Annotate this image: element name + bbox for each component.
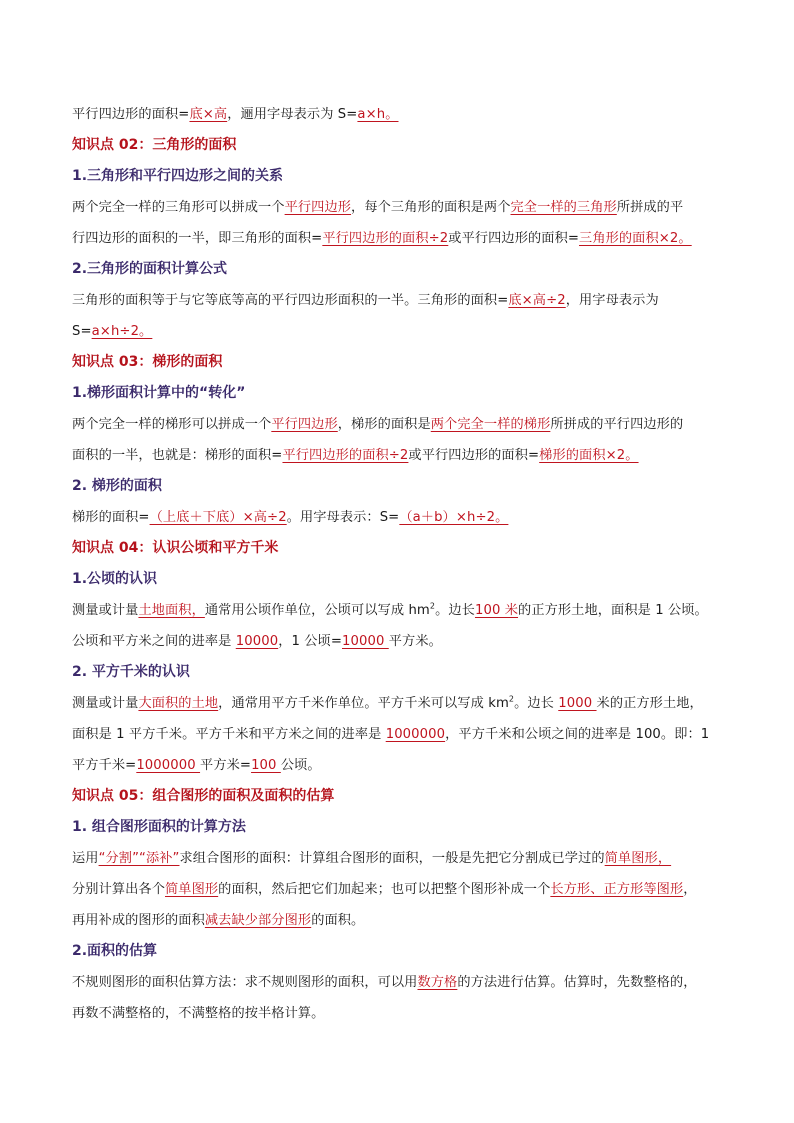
text-line: 运用“分割”“添补”求组合图形的面积：计算组合图形的面积，一般是先把它分割成已学过的简单图形， [72, 851, 672, 866]
blank-answer: 1000000 [385, 727, 446, 742]
blank-answer: 底×高÷2 [508, 293, 566, 308]
blank-answer: 长方形、正方形等图形 [550, 882, 684, 897]
blank-answer: 1000 [558, 696, 597, 711]
section-subheading: 2.面积的估算 [72, 943, 158, 959]
blank-answer: （上底＋下底）×高÷2 [149, 510, 287, 525]
blank-answer: 平行四边形 [271, 417, 338, 432]
superscript: 2 [508, 694, 515, 704]
text-line: 三角形的面积等于与它等底等高的平行四边形面积的一半。三角形的面积=底×高÷2，用字母表示为 [72, 293, 659, 308]
text-line: 面积的一半，也就是：梯形的面积=平行四边形的面积÷2或平行四边形的面积=梯形的面积×2。 [72, 448, 639, 463]
blank-answer: 10000 [235, 634, 279, 649]
blank-answer: 简单图形 [165, 882, 219, 897]
blank-answer: 平行四边形 [284, 200, 352, 215]
blank-answer: 平行四边形的面积÷2 [322, 231, 449, 246]
text-line: 两个完全一样的梯形可以拼成一个平行四边形，梯形的面积是两个完全一样的梯形所拼成的平行四边形的 [72, 417, 684, 432]
text-line: 行四边形的面积的一半，即三角形的面积=平行四边形的面积÷2或平行四边形的面积=三角形的面积×2。 [72, 231, 692, 246]
blank-answer: 底×高 [189, 107, 228, 122]
text-line: 公顷和平方米之间的进率是 10000，1 公顷=10000 平方米。 [72, 634, 442, 649]
blank-answer: a×h。 [357, 107, 399, 122]
knowledge-point-heading: 知识点 05：组合图形的面积及面积的估算 [72, 788, 335, 804]
blank-answer: 完全一样的三角形 [510, 200, 617, 215]
text-line: 分别计算出各个简单图形的面积，然后把它们加起来；也可以把整个图形补成一个长方形、正方形等图形， [72, 882, 697, 897]
text-line: 再用补成的图形的面积减去缺少部分图形的面积。 [72, 913, 365, 928]
blank-answer: a×h÷2。 [91, 324, 153, 339]
text-line: 两个完全一样的三角形可以拼成一个平行四边形，每个三角形的面积是两个完全一样的三角形所拼成的平 [72, 200, 684, 215]
text-line: 不规则图形的面积估算方法：求不规则图形的面积，可以用数方格的方法进行估算。估算时，先数整格的， [72, 975, 697, 990]
text-line: 再数不满整格的，不满整格的按半格计算。 [72, 1006, 325, 1021]
text-line: 梯形的面积=（上底＋下底）×高÷2。用字母表示：S=（a＋b）×h÷2。 [72, 510, 509, 525]
text-line: 面积是 1 平方千米。平方千米和平方米之间的进率是 1000000，平方千米和公顷之间的进率是 100。即：1 [72, 727, 710, 742]
text-line: 测量或计量土地面积，通常用公顷作单位，公顷可以写成 $hm^2$。边长100 米的正方形土地，面积是 1 公顷。 [72, 601, 708, 618]
blank-answer: 两个完全一样的梯形 [430, 417, 551, 432]
section-subheading: 1.三角形和平行四边形之间的关系 [72, 168, 284, 184]
text-line: S=a×h÷2。 [72, 324, 153, 339]
knowledge-point-heading: 知识点 04：认识公顷和平方千米 [72, 540, 279, 556]
blank-answer: 土地面积， [138, 603, 205, 618]
blank-answer: 1000000 [136, 758, 201, 773]
knowledge-point-heading: 知识点 02：三角形的面积 [72, 137, 237, 153]
parallelogram-area-formula: 平行四边形的面积=底×高，逦用字母表示为 S=a×h。 [72, 107, 399, 122]
blank-answer: 三角形的面积×2。 [579, 231, 692, 246]
section-subheading: 1.公顷的认识 [72, 571, 158, 587]
blank-answer: 100 [251, 758, 281, 773]
blank-answer: 100 米 [474, 603, 519, 618]
section-subheading: 2. 平方千米的认识 [72, 664, 190, 680]
blank-answer: 10000 [342, 634, 389, 649]
blank-answer: 梯形的面积×2。 [539, 448, 639, 463]
text-line: 平方千米=1000000 平方米=100 公顷。 [72, 758, 321, 773]
text-line: 测量或计量大面积的土地，通常用平方千米作单位。平方千米可以写成 $km^2$。边长 1000 米的正方形土地， [72, 694, 703, 711]
blank-answer: （a＋b）×h÷2。 [399, 510, 509, 525]
blank-answer: 平行四边形的面积÷2 [282, 448, 409, 463]
blank-answer: 简单图形， [604, 851, 672, 866]
section-subheading: 2.三角形的面积计算公式 [72, 261, 228, 277]
blank-answer: 大面积的土地 [138, 696, 219, 711]
knowledge-point-heading: 知识点 03：梯形的面积 [72, 354, 223, 370]
blank-answer: “分割”“添补” [98, 851, 180, 866]
section-subheading: 2. 梯形的面积 [72, 478, 162, 494]
section-subheading: 1. 组合图形面积的计算方法 [72, 819, 246, 835]
superscript: 2 [429, 601, 436, 611]
document-page [72, 99, 726, 1029]
blank-answer: 数方格 [417, 975, 458, 990]
blank-answer: 减去缺少部分图形 [204, 913, 312, 928]
section-subheading: 1.梯形面积计算中的“转化” [72, 385, 246, 401]
